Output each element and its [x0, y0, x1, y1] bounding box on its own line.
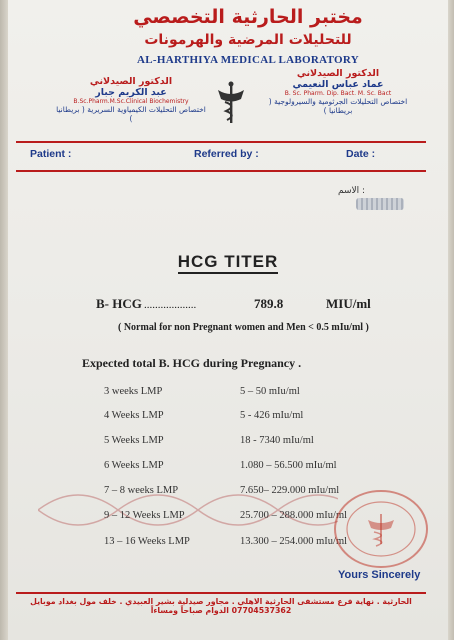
lab-stamp-seal — [330, 486, 432, 572]
table-row-range: 13.300 – 254.000 mIu/ml — [240, 536, 348, 547]
test-name: B- HCG — [96, 296, 142, 311]
patient-label: Patient : — [30, 148, 72, 160]
test-unit: MIU/ml — [326, 296, 371, 311]
referred-by-label: Referred by : — [194, 148, 259, 160]
table-row-weeks: 3 weeks LMP — [104, 386, 163, 397]
name-label-arabic: الاسم : — [338, 186, 366, 196]
table-row-range: 25.700 – 288.000 mIu/ml — [240, 510, 348, 521]
header-divider-bottom — [16, 170, 426, 172]
footer-divider — [16, 592, 426, 594]
table-row-range: 5 - 426 mIu/ml — [240, 410, 304, 421]
table-row-range: 18 - 7340 mIu/ml — [240, 435, 314, 446]
doctor-left-degree: B.Sc.Pharm.M.Sc.Clinical Biochemistry — [73, 98, 189, 105]
table-row-range: 1.080 – 56.500 mIu/ml — [240, 460, 337, 471]
redacted-name — [356, 198, 404, 210]
report-title-text: HCG TITER — [178, 252, 279, 274]
table-row-weeks: 7 – 8 weeks LMP — [104, 485, 179, 496]
table-row-weeks: 5 Weeks LMP — [104, 435, 164, 446]
lab-report-paper — [8, 0, 448, 640]
doctor-left-specialty: اختصاص التحليلات الكيمياوية السريرية ( بريطانيا ) — [56, 105, 206, 123]
page-edge-left — [0, 0, 8, 640]
header-divider-top — [16, 141, 426, 143]
table-row-weeks: 6 Weeks LMP — [104, 460, 164, 471]
lab-name-arabic: مختبر الحارثية التخصصي — [133, 6, 363, 28]
normal-range-note: ( Normal for non Pregnant women and Men < 0.5 mIu/ml ) — [118, 322, 369, 333]
table-row-weeks: 13 – 16 Weeks LMP — [104, 536, 190, 547]
signature-text: Yours Sincerely — [338, 569, 421, 581]
doctor-right-title: الدكتور الصيدلاني — [296, 68, 380, 79]
test-dots: ................... — [144, 299, 197, 311]
lab-subtitle-arabic: للتحليلات المرضية والهرمونات — [144, 32, 352, 48]
doctor-left-name: عبد الكريم جبار — [95, 87, 167, 98]
table-row-weeks: 9 – 12 Weeks LMP — [104, 510, 185, 521]
footer-address: الحارثية . نهاية فرع مستشفى الحارثية الاهلي . مجاور صيدلية بشير العبيدي . خلف مول بغداد موبايل 07704537362 الدوام صباحاً ومساءاً — [30, 597, 412, 615]
page-edge-right — [448, 0, 454, 640]
doctor-right-specialty: اختصاص التحليلات الجرثومية والسيرولوجية ( بريطانيا ) — [268, 97, 408, 115]
lab-name-english: AL-HARTHIYA MEDICAL LABORATORY — [137, 54, 359, 66]
pharmacy-caduceus-icon — [214, 80, 248, 126]
test-value: 789.8 — [254, 296, 284, 311]
doctor-right-block — [258, 68, 418, 115]
date-label: Date : — [346, 148, 376, 160]
report-title — [8, 252, 448, 272]
doctor-left-block — [56, 76, 206, 123]
table-row-weeks: 4 Weeks LMP — [104, 410, 164, 421]
doctor-left-title: الدكتور الصيدلاني — [89, 76, 173, 87]
doctor-right-degree: B. Sc. Pharm. Dip. Bact. M. Sc. Bact — [284, 90, 392, 97]
table-row-range: 5 – 50 mIu/ml — [240, 386, 300, 397]
expected-heading: Expected total B. HCG during Pregnancy . — [82, 356, 302, 370]
doctor-right-name: عماد عباس النعيمي — [292, 79, 384, 90]
table-row-range: 7.650– 229.000 mIu/ml — [240, 485, 340, 496]
